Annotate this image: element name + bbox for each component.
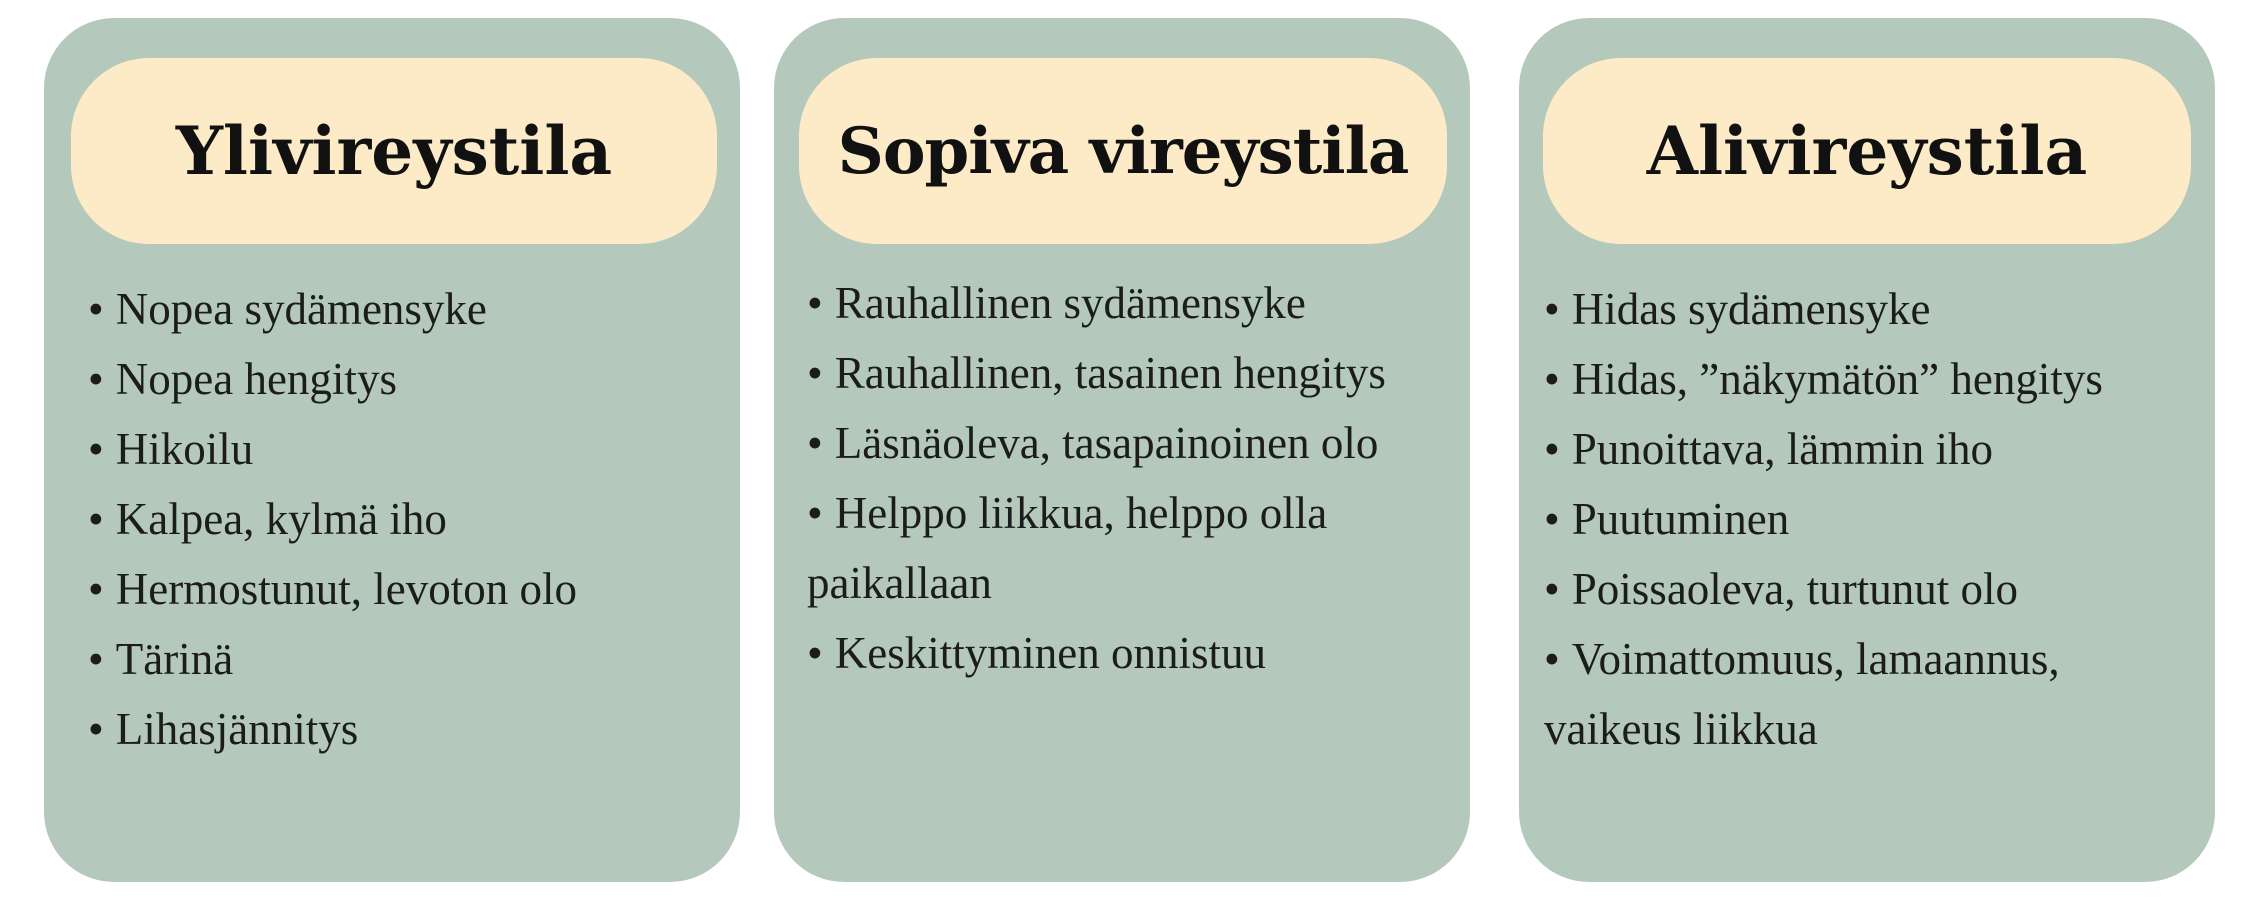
list-item bbox=[807, 408, 1460, 478]
bullet-icon: • bbox=[88, 634, 104, 684]
list-item bbox=[807, 268, 1460, 338]
list-item-text: Hermostunut, levoton olo bbox=[115, 564, 577, 614]
list-item-text: Läsnäoleva, tasapainoinen olo bbox=[834, 418, 1379, 468]
list-item bbox=[1544, 554, 2205, 624]
bullet-icon: • bbox=[807, 628, 823, 678]
panel-title: Sopiva vireystila bbox=[837, 113, 1409, 189]
bullet-icon: • bbox=[1544, 284, 1560, 334]
bullet-icon: • bbox=[88, 564, 104, 614]
list-item bbox=[88, 694, 722, 764]
bullet-icon: • bbox=[1544, 494, 1560, 544]
panel-sopiva-vireystila bbox=[774, 18, 1470, 882]
list-item bbox=[1544, 484, 2205, 554]
list-item-text: Nopea sydämensyke bbox=[115, 284, 487, 334]
list-item bbox=[807, 338, 1460, 408]
list-item bbox=[807, 618, 1460, 688]
bullet-icon: • bbox=[1544, 564, 1560, 614]
list-item-text: Keskittyminen onnistuu bbox=[834, 628, 1267, 678]
panel-title: Ylivireystila bbox=[175, 112, 613, 190]
bullet-icon: • bbox=[88, 354, 104, 404]
list-item-text: Kalpea, kylmä iho bbox=[115, 494, 447, 544]
bullet-icon: • bbox=[807, 278, 823, 328]
bullet-icon: • bbox=[88, 494, 104, 544]
list-item bbox=[88, 414, 722, 484]
list-item-text: Tärinä bbox=[115, 634, 234, 684]
list-item bbox=[88, 344, 722, 414]
symptom-list bbox=[1544, 274, 2205, 764]
list-item-text: Poissaoleva, turtunut olo bbox=[1571, 564, 2018, 614]
list-item bbox=[88, 624, 722, 694]
bullet-icon: • bbox=[807, 488, 823, 538]
panel-alivireystila bbox=[1519, 18, 2215, 882]
list-item-text: Helppo liikkua, helppo olla paikallaan bbox=[807, 488, 1328, 608]
list-item-text: Hidas sydämensyke bbox=[1571, 284, 1931, 334]
panel-title-box bbox=[71, 58, 717, 244]
list-item-text: Rauhallinen, tasainen hengitys bbox=[834, 348, 1386, 398]
list-item bbox=[1544, 344, 2205, 414]
bullet-icon: • bbox=[1544, 424, 1560, 474]
bullet-icon: • bbox=[807, 348, 823, 398]
list-item-text: Voimattomuus, lamaannus, vaikeus liikkua bbox=[1544, 634, 2060, 754]
list-item-text: Puutuminen bbox=[1571, 494, 1790, 544]
bullet-icon: • bbox=[88, 284, 104, 334]
bullet-icon: • bbox=[1544, 354, 1560, 404]
list-item-text: Lihasjännitys bbox=[115, 704, 359, 754]
bullet-icon: • bbox=[1544, 634, 1560, 684]
list-item bbox=[88, 274, 722, 344]
list-item bbox=[1544, 624, 2205, 764]
panel-title-box bbox=[1543, 58, 2191, 244]
panel-title: Alivireystila bbox=[1646, 112, 2088, 190]
symptom-list bbox=[807, 268, 1460, 688]
bullet-icon: • bbox=[807, 418, 823, 468]
list-item bbox=[88, 484, 722, 554]
list-item bbox=[88, 554, 722, 624]
list-item bbox=[1544, 274, 2205, 344]
list-item bbox=[807, 478, 1460, 618]
list-item-text: Punoittava, lämmin iho bbox=[1571, 424, 1993, 474]
list-item-text: Hikoilu bbox=[115, 424, 254, 474]
list-item-text: Hidas, ”näkymätön” hengitys bbox=[1571, 354, 2103, 404]
symptom-list bbox=[88, 274, 722, 764]
list-item-text: Rauhallinen sydämensyke bbox=[834, 278, 1306, 328]
panel-title-box bbox=[799, 58, 1447, 244]
bullet-icon: • bbox=[88, 704, 104, 754]
panel-ylivireystila bbox=[44, 18, 740, 882]
bullet-icon: • bbox=[88, 424, 104, 474]
list-item-text: Nopea hengitys bbox=[115, 354, 397, 404]
list-item bbox=[1544, 414, 2205, 484]
